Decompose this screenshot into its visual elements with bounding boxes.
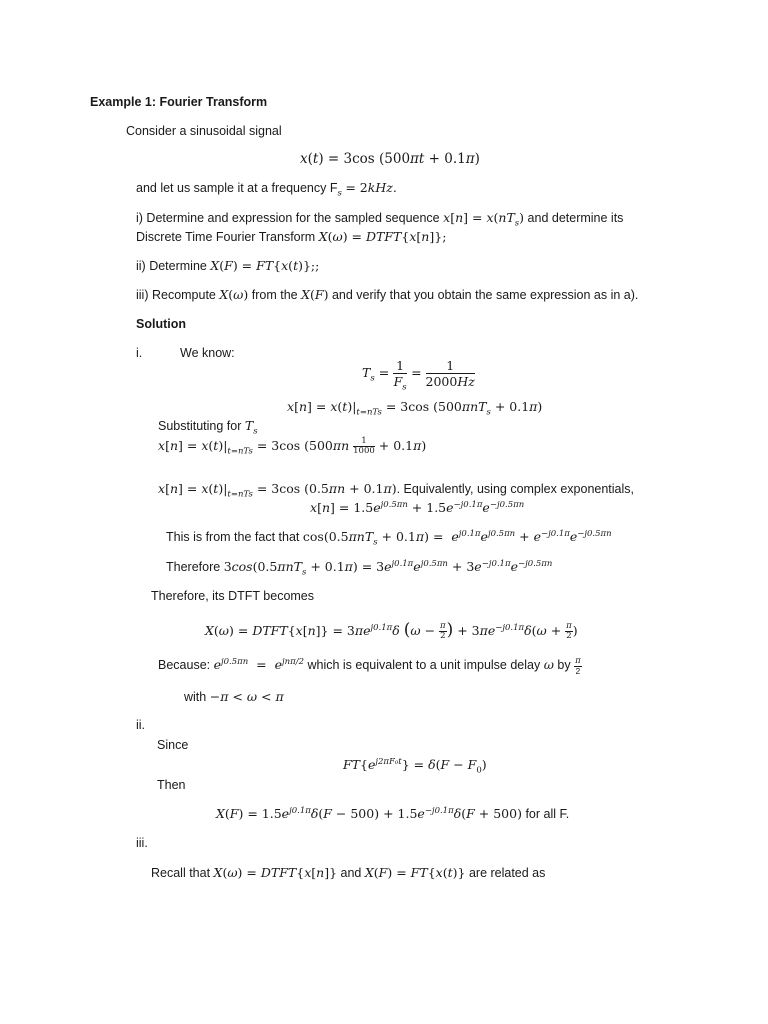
question-1-line-1: i) Determine and expression for the sampled sequence $x[n] = x(nT_s)$ and determine its: [136, 210, 624, 229]
xn-equation-2: $x[n] = x(t)|_{t=nTs} = 3\cos$ (500πn $\frac{1}{1000}$ + 0.1π): [158, 436, 427, 457]
page-title: Example 1: Fourier Transform: [90, 95, 268, 109]
dtft-intro: Therefore, its DTFT becomes: [151, 589, 315, 603]
part-2-marker: ii.: [136, 718, 146, 732]
signal-equation: x(t) = 3cos (500πt + 0.1π): [300, 151, 480, 167]
dtft-equation: X(ω) = DTFT{x[n]} = $3\pi e^{j0.1\pi}\delta$ (ω − $\frac{\pi}{2}$ ) + $3\pi e^{-j0.1\pi}\delta(\omega$ + $\frac{\pi}{2}$ ): [205, 620, 578, 641]
question-1-line-2: Discrete Time Fourier Transform X(ω) = DTFT{x[n]};: [136, 229, 447, 244]
xf-equation: $X(F) = 1.5e^{j0.1\pi}\delta(F - 500) + 1.5e^{-j0.1\pi}\delta(F + 500)$ for all F.: [216, 805, 570, 821]
we-know-text: We know:: [180, 346, 235, 360]
part-3-marker: iii.: [136, 836, 148, 850]
because-line: Because: $e^{j0.5\pi n} = e^{jn\pi/2}$ which is equivalent to a unit impulse delay ω by $\frac{\pi}{2}$: [158, 655, 581, 676]
solution-heading: Solution: [136, 317, 186, 331]
fact-line: This is from the fact that $\cos(0.5\pi nT_s + 0.1\pi) = e^{j0.1\pi}e^{j0.5\pi n} + e^{-j0.1\pi}e^{-j0.5\pi n}$: [166, 528, 612, 548]
part-1-marker: i.: [136, 346, 143, 360]
xn-complex-exponential: $x[n] = 1.5e^{j0.5\pi n} + 1.5e^{-j0.1\pi}e^{-j0.5\pi n}$: [310, 499, 525, 515]
since-text: Since: [157, 738, 189, 752]
xn-equation-3: $x[n] = x(t)|_{t=nTs} = 3\cos$ (0.5πn + 0.1π). Equivalently, using complex exponentials,: [158, 481, 634, 500]
ts-equation: $T_s$ = $\frac{1}{F_s}$ = $\frac{1}{2000Hz}$: [362, 358, 475, 393]
sampling-line: and let us sample it at a frequency $F_s = 2kHz$.: [136, 180, 397, 199]
therefore-line: Therefore $3\cos(0.5\pi nT_s + 0.1\pi) = 3e^{j0.1\pi}e^{j0.5\pi n} + 3e^{-j0.1\pi}e^{-j0.5\pi n}$: [166, 558, 553, 578]
xn-equation-1: $x[n] = x(t)|_{t=nTs} = 3\cos$ (500πnT$_s$ + 0.1π): [287, 399, 543, 418]
ft-exponential-equation: $FT\{e^{j2\pi F_0t}\} = \delta(F - F_0)$: [343, 756, 487, 776]
then-text: Then: [157, 778, 186, 792]
question-2: ii) Determine X(F) = FT{x(t)};;: [136, 258, 320, 273]
range-line: with −π < ω < π: [184, 689, 284, 704]
intro-text: Consider a sinusoidal signal: [126, 124, 282, 138]
question-3: iii) Recompute X(ω) from the X(F) and verify that you obtain the same expression as in a).: [136, 287, 639, 302]
recall-line: Recall that X(ω) = DTFT{x[n]} and X(F) = FT{x(t)} are related as: [151, 865, 546, 880]
substituting-text: Substituting for $T_s$: [158, 418, 258, 437]
